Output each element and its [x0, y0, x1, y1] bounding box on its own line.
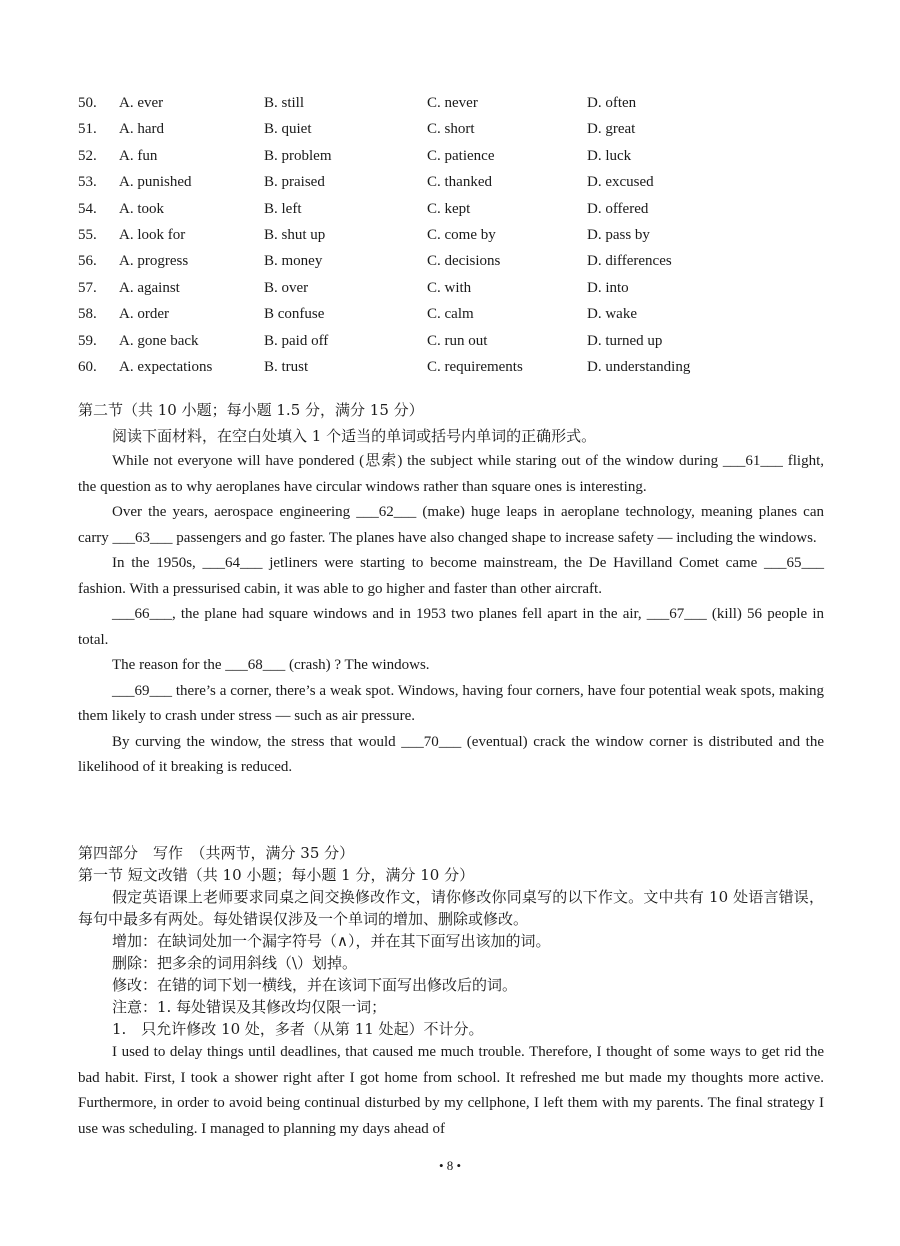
option-row — [78, 224, 838, 250]
page-number: • 8 • — [438, 1158, 462, 1173]
passage-paragraph: The reason for the ___68___ (crash) ? The windows. — [112, 657, 430, 673]
passage-paragraph: ___66___, the plane had square windows and in 1953 two planes fell apart in the air, ___67___ (kill) 56 people in total. — [78, 606, 824, 648]
option-b: B. over — [264, 279, 309, 296]
option-b: B. problem — [264, 147, 332, 164]
question-number: 60. — [78, 358, 97, 375]
cloze-options — [78, 92, 838, 382]
option-row — [78, 145, 838, 171]
rule-item: 1. 只允许修改 10 处，多者（从第 11 处起）不计分。 — [112, 1020, 484, 1038]
option-a: A. gone back — [119, 332, 199, 349]
option-d: D. excused — [587, 174, 654, 191]
part4-writing — [78, 842, 824, 1142]
option-row — [78, 198, 838, 224]
part4-intro: 假定英语课上老师要求同桌之间交换修改作文，请你修改你同桌写的以下作文。文中共有 10 处语言错误，每句中最多有两处。每处错误仅涉及一个单词的增加、删除或修改。 — [78, 888, 824, 928]
option-a: A. punished — [119, 174, 192, 191]
option-c: C. calm — [427, 306, 474, 323]
option-c: C. never — [427, 95, 478, 111]
rule-item: 增加：在缺词处加一个漏字符号（∧），并在其下面写出该加的词。 — [112, 932, 551, 950]
option-c: C. run out — [427, 332, 488, 349]
section2-heading: 第二节（共 10 小题；每小题 1.5 分，满分 15 分） — [78, 401, 424, 419]
option-row — [78, 356, 838, 382]
option-d: D. often — [587, 95, 637, 111]
option-a: A. order — [119, 306, 169, 323]
option-row — [78, 303, 838, 329]
option-row — [78, 92, 838, 118]
rule-item: 删除：把多余的词用斜线（\）划掉。 — [112, 954, 358, 972]
essay-text: I used to delay things until deadlines, that caused me much trouble. Therefore, I thought of some ways to get rid the bad habit. First, I took a shower right after I got home from school. It refreshed me but made my thoughts more active. Furthermore, in order to avoid being continual disturbed by my cellphone, I left them with my parents. The final strategy I use was scheduling. I managed to planning my days ahead of — [78, 1044, 824, 1137]
passage-paragraph: By curving the window, the stress that would ___70___ (eventual) crack the window corner is distributed and the likelihood of it breaking is reduced. — [78, 733, 824, 775]
option-d: D. luck — [587, 147, 632, 164]
option-a: A. fun — [119, 147, 158, 164]
option-c: C. thanked — [427, 174, 492, 191]
option-row — [78, 277, 838, 303]
option-b: B. still — [264, 95, 305, 111]
question-number: 52. — [78, 147, 97, 164]
option-b: B. praised — [264, 174, 325, 191]
option-c: C. with — [427, 279, 472, 296]
option-a: A. hard — [119, 121, 164, 138]
option-d: D. into — [587, 279, 629, 296]
option-c: C. requirements — [427, 358, 523, 375]
rule-item: 注意：1. 每处错误及其修改均仅限一词； — [112, 998, 387, 1016]
question-number: 51. — [78, 121, 97, 138]
question-number: 57. — [78, 279, 97, 296]
option-a: A. against — [119, 279, 180, 296]
option-a: A. look for — [119, 226, 186, 243]
option-d: D. differences — [587, 253, 672, 270]
passage-paragraph: While not everyone will have pondered (思索) the subject while staring out of the window during ___61___ flight, the question as to why aeroplanes have circular windows rather than square ones is interesting. — [78, 453, 824, 495]
option-b: B. money — [264, 253, 323, 270]
option-a: A. progress — [119, 253, 189, 270]
section2-grammar-fill — [78, 398, 824, 781]
option-c: C. decisions — [427, 253, 501, 270]
question-number: 54. — [78, 200, 97, 217]
rule-item: 修改：在错的词下划一横线，并在该词下面写出修改后的词。 — [112, 976, 518, 994]
option-d: D. pass by — [587, 226, 650, 243]
option-a: A. ever — [119, 95, 164, 111]
option-b: B. left — [264, 200, 302, 217]
section2-instruction: 阅读下面材料，在空白处填入 1 个适当的单词或括号内单词的正确形式。 — [112, 426, 597, 445]
part4-sub-heading: 第一节 短文改错（共 10 小题；每小题 1 分，满分 10 分） — [78, 866, 475, 884]
option-c: C. short — [427, 121, 475, 138]
question-number: 55. — [78, 226, 97, 243]
passage-paragraph: In the 1950s, ___64___ jetliners were starting to become mainstream, the De Havilland Comet came ___65___ fashion. With a pressurised cabin, it was able to go higher and faster than other aircraft. — [78, 555, 824, 597]
question-number: 53. — [78, 174, 97, 191]
option-row — [78, 330, 838, 356]
question-number: 58. — [78, 306, 97, 323]
option-b: B. quiet — [264, 121, 312, 138]
option-b: B. paid off — [264, 332, 329, 349]
passage-paragraph: ___69___ there’s a corner, there’s a weak spot. Windows, having four corners, have four potential weak spots, making them likely to crash under stress — such as air pressure. — [78, 682, 824, 724]
question-number: 50. — [78, 95, 97, 111]
option-row — [78, 171, 838, 197]
option-c: C. kept — [427, 200, 471, 217]
option-b: B. trust — [264, 358, 309, 375]
option-d: D. offered — [587, 200, 649, 217]
option-a: A. took — [119, 200, 164, 217]
option-row — [78, 250, 838, 276]
passage-paragraph: Over the years, aerospace engineering ___62___ (make) huge leaps in aeroplane technology, meaning planes can carry ___63___ passengers and go faster. The planes have also changed shape to increase safety — including the windows. — [78, 504, 824, 546]
option-d: D. turned up — [587, 332, 663, 349]
option-d: D. understanding — [587, 358, 691, 375]
part4-heading: 第四部分 写作 （共两节，满分 35 分） — [78, 844, 355, 862]
option-b: B confuse — [264, 306, 325, 323]
option-c: C. patience — [427, 147, 495, 164]
option-d: D. great — [587, 121, 636, 138]
option-row — [78, 118, 838, 144]
question-number: 56. — [78, 253, 97, 270]
option-d: D. wake — [587, 306, 637, 323]
option-b: B. shut up — [264, 226, 326, 243]
question-number: 59. — [78, 332, 97, 349]
option-a: A. expectations — [119, 358, 213, 375]
option-c: C. come by — [427, 226, 496, 243]
